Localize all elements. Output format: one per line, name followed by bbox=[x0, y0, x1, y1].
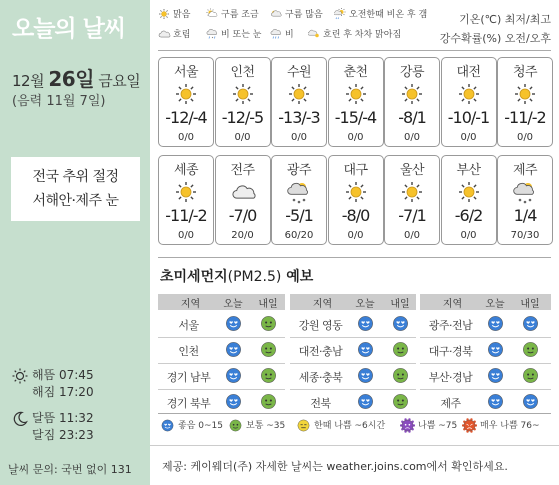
city-temp: -8/1 bbox=[398, 108, 426, 127]
date-day: 26일 bbox=[48, 67, 95, 91]
legend-item bbox=[158, 8, 190, 22]
legend-label: 구름 많음 bbox=[285, 10, 323, 20]
dust-face-good-icon bbox=[224, 366, 243, 389]
city-card bbox=[271, 155, 327, 245]
city-name: 청주 bbox=[512, 65, 538, 80]
dust-legend-label: 좋음 0~15 bbox=[178, 421, 223, 431]
legend-label: 흐림 bbox=[173, 30, 191, 40]
city-temp: -11/-2 bbox=[165, 206, 207, 225]
dust-header-tomorrow: 내일 bbox=[258, 299, 278, 310]
city-card bbox=[158, 57, 214, 147]
city-temp: -8/0 bbox=[341, 206, 370, 225]
dust-face-normal-icon bbox=[521, 366, 540, 389]
dust-region: 인천 bbox=[178, 345, 199, 358]
dust-row-divider bbox=[420, 363, 551, 364]
legend-item bbox=[308, 28, 401, 42]
legend-label: 오전한때 비온 후 갬 bbox=[349, 10, 428, 20]
city-name: 전주 bbox=[230, 163, 255, 178]
dust-title bbox=[160, 266, 313, 286]
city-rain: 0/0 bbox=[403, 230, 421, 241]
dust-face-normal-icon bbox=[259, 314, 278, 337]
left-panel bbox=[0, 0, 150, 485]
city-card bbox=[497, 155, 553, 245]
city-name: 부산 bbox=[456, 163, 481, 178]
sun-outline-icon bbox=[12, 368, 28, 384]
dust-face-good-icon bbox=[224, 392, 243, 415]
cloud-sun-icon bbox=[308, 30, 323, 40]
dust-face-normal-icon bbox=[259, 340, 278, 363]
source-note bbox=[150, 445, 559, 485]
city-rain: 0/0 bbox=[347, 230, 364, 241]
legend-item bbox=[270, 28, 294, 42]
dust-region: 세종·충북 bbox=[298, 371, 343, 384]
city-rain: 0/0 bbox=[177, 230, 195, 241]
dust-face-normal-icon bbox=[391, 366, 410, 389]
rain-unit: 강수확률(%) 오전/오후 bbox=[439, 32, 551, 45]
dust-face-good-icon bbox=[160, 421, 178, 431]
dust-face-good-icon bbox=[224, 340, 243, 363]
dust-face-very-bad-icon bbox=[462, 421, 480, 431]
divider bbox=[158, 50, 551, 51]
city-card bbox=[384, 155, 440, 245]
city-rain: 0/0 bbox=[177, 132, 195, 143]
city-temp: -6/2 bbox=[454, 206, 483, 225]
dust-face-normal-icon bbox=[391, 340, 410, 363]
dust-face-normal-icon bbox=[259, 366, 278, 389]
city-temp: -7/1 bbox=[398, 206, 426, 225]
dust-region: 경기 북부 bbox=[166, 397, 211, 410]
dust-region: 대구·경북 bbox=[428, 345, 473, 358]
city-temp: 1/4 bbox=[513, 206, 537, 225]
dust-legend-item bbox=[400, 418, 457, 434]
city-card bbox=[441, 155, 497, 245]
dust-face-normal-icon bbox=[391, 392, 410, 415]
city-temp: -11/-2 bbox=[504, 108, 546, 127]
legend-label: 비 bbox=[285, 30, 294, 40]
legend-label: 맑음 bbox=[173, 10, 191, 20]
mostly-cloudy-icon bbox=[270, 10, 285, 20]
cloud-icon bbox=[158, 30, 173, 40]
city-name: 수원 bbox=[286, 65, 312, 80]
legend-item bbox=[334, 8, 427, 22]
city-name: 대구 bbox=[343, 163, 368, 178]
dust-legend-item bbox=[228, 418, 285, 434]
dust-face-good-icon bbox=[486, 314, 505, 337]
dust-face-good-icon bbox=[356, 340, 375, 363]
date-weekday: 금요일 bbox=[98, 72, 141, 90]
city-temp: -13/-3 bbox=[278, 108, 320, 127]
dust-header-region: 지역 bbox=[180, 299, 201, 310]
dust-region: 제주 bbox=[440, 397, 461, 410]
city-card bbox=[215, 57, 271, 147]
notice-line-2: 서해안·제주 눈 bbox=[32, 193, 119, 209]
divider bbox=[158, 257, 551, 258]
dust-row-divider bbox=[290, 363, 416, 364]
city-card bbox=[384, 57, 440, 147]
legend-label: 구름 조금 bbox=[221, 10, 259, 20]
notice-line-1: 전국 추위 절정 bbox=[32, 169, 119, 185]
dust-legend-item bbox=[462, 418, 540, 434]
dust-title-main: 초미세먼지 bbox=[160, 269, 228, 285]
dust-region: 서울 bbox=[178, 319, 199, 332]
city-rain: 0/0 bbox=[234, 132, 251, 143]
city-rain: 0/0 bbox=[290, 132, 308, 143]
weather-notice bbox=[11, 157, 140, 221]
city-rain: 70/30 bbox=[510, 230, 540, 241]
date bbox=[12, 63, 140, 92]
city-rain: 20/0 bbox=[231, 230, 254, 241]
dust-legend-label: 보통 ~35 bbox=[246, 421, 286, 431]
city-temp: -12/-4 bbox=[165, 108, 207, 127]
partly-cloudy-icon bbox=[206, 10, 221, 20]
city-card bbox=[215, 155, 271, 245]
dust-face-normal-icon bbox=[259, 392, 278, 415]
city-name: 세종 bbox=[173, 163, 199, 178]
legend-item bbox=[270, 8, 323, 22]
rain-snow-icon bbox=[206, 30, 221, 40]
weather-inquiry: 날씨 문의: 국번 없이 131 bbox=[8, 463, 132, 476]
dust-header-tomorrow: 내일 bbox=[520, 299, 540, 310]
sun-rain-icon bbox=[334, 10, 349, 20]
dust-header-today: 오늘 bbox=[485, 299, 505, 310]
dust-region: 강원 영동 bbox=[298, 319, 343, 332]
dust-row-divider bbox=[420, 337, 551, 338]
city-name: 광주 bbox=[286, 163, 312, 178]
dust-header-region: 지역 bbox=[442, 299, 463, 310]
dust-row-divider bbox=[290, 389, 416, 390]
legend-item bbox=[206, 8, 259, 22]
dust-row-divider bbox=[158, 337, 285, 338]
city-card bbox=[271, 57, 327, 147]
dust-title-suffix: 예보 bbox=[286, 269, 314, 285]
city-name: 서울 bbox=[173, 65, 199, 80]
legend-item bbox=[158, 28, 190, 42]
city-temp: -10/-1 bbox=[447, 108, 490, 127]
rain-icon bbox=[270, 30, 285, 40]
city-card bbox=[441, 57, 497, 147]
dust-face-good-icon bbox=[224, 314, 243, 337]
dust-header-tomorrow: 내일 bbox=[390, 299, 410, 310]
city-temp: -12/-5 bbox=[221, 108, 264, 127]
city-rain: 0/0 bbox=[460, 230, 477, 241]
sunset-time: 해짐 17:20 bbox=[32, 385, 94, 399]
city-rain: 60/20 bbox=[284, 230, 314, 241]
legend-item bbox=[206, 28, 262, 42]
lunar-date: (음력 11월 7일) bbox=[12, 94, 106, 109]
dust-region: 경기 남부 bbox=[166, 371, 211, 384]
legend-label: 흐린 후 차차 맑아짐 bbox=[323, 30, 402, 40]
dust-face-bad-short-icon bbox=[296, 421, 314, 431]
dust-face-good-icon bbox=[521, 314, 540, 337]
dust-row-divider bbox=[158, 389, 285, 390]
moonset-time: 달짐 23:23 bbox=[32, 428, 94, 442]
dust-legend-label: 매우 나쁨 76~ bbox=[480, 421, 540, 431]
dust-legend-item bbox=[296, 418, 385, 434]
city-name: 대전 bbox=[456, 65, 481, 80]
moonrise-time: 달뜸 11:32 bbox=[32, 411, 94, 425]
dust-row-divider bbox=[158, 363, 285, 364]
date-month: 12월 bbox=[12, 72, 45, 90]
dust-face-good-icon bbox=[521, 392, 540, 415]
city-temp: -7/0 bbox=[228, 206, 257, 225]
dust-face-good-icon bbox=[356, 314, 375, 337]
dust-title-pm: (PM2.5) bbox=[227, 269, 282, 285]
dust-face-good-icon bbox=[486, 392, 505, 415]
dust-face-normal-icon bbox=[521, 340, 540, 363]
dust-face-normal-icon bbox=[228, 421, 246, 431]
city-name: 울산 bbox=[399, 163, 425, 178]
city-card bbox=[328, 57, 384, 147]
dust-header-today: 오늘 bbox=[223, 299, 243, 310]
dust-face-good-icon bbox=[356, 392, 375, 415]
legend-label: 비 또는 눈 bbox=[221, 30, 262, 40]
dust-face-good-icon bbox=[486, 340, 505, 363]
dust-region: 부산·경남 bbox=[428, 371, 473, 384]
city-card bbox=[328, 155, 384, 245]
dust-header-today: 오늘 bbox=[355, 299, 375, 310]
sunrise-time: 해뜸 07:45 bbox=[32, 368, 94, 382]
dust-face-good-icon bbox=[486, 366, 505, 389]
source-note-text: 제공: 케이웨더(주) 자세한 날씨는 weather.joins.com에서 확인하세요. bbox=[162, 460, 508, 473]
temp-unit: 기온(℃) 최저/최고 bbox=[459, 13, 551, 26]
dust-header-region: 지역 bbox=[312, 299, 333, 310]
dust-face-good-icon bbox=[391, 314, 410, 337]
city-rain: 0/0 bbox=[460, 132, 477, 143]
dust-row-divider bbox=[290, 337, 416, 338]
city-rain: 0/0 bbox=[516, 132, 534, 143]
city-temp: -15/-4 bbox=[334, 108, 377, 127]
dust-row-divider bbox=[420, 389, 551, 390]
dust-face-good-icon bbox=[356, 366, 375, 389]
city-name: 강릉 bbox=[399, 65, 425, 80]
city-name: 인천 bbox=[230, 65, 255, 80]
dust-face-bad-icon bbox=[400, 421, 418, 431]
city-card bbox=[497, 57, 553, 147]
dust-legend-label: 나쁨 ~75 bbox=[418, 421, 458, 431]
city-rain: 0/0 bbox=[403, 132, 421, 143]
weather-icon-legend bbox=[158, 8, 450, 50]
sun-icon bbox=[158, 10, 173, 20]
dust-legend-item bbox=[160, 418, 223, 434]
city-name: 춘천 bbox=[343, 65, 368, 80]
city-rain: 0/0 bbox=[347, 132, 364, 143]
moon-icon bbox=[12, 411, 28, 427]
divider bbox=[158, 413, 551, 414]
dust-region: 전북 bbox=[310, 397, 331, 410]
dust-region: 대전·충남 bbox=[298, 345, 343, 358]
dust-legend-label: 한때 나쁨 ~6시간 bbox=[314, 421, 386, 431]
dust-region: 광주·전남 bbox=[428, 319, 473, 332]
city-name: 제주 bbox=[512, 163, 538, 178]
city-temp: -5/1 bbox=[285, 206, 313, 225]
page-title: 오늘의 날씨 bbox=[12, 16, 126, 42]
city-card bbox=[158, 155, 214, 245]
